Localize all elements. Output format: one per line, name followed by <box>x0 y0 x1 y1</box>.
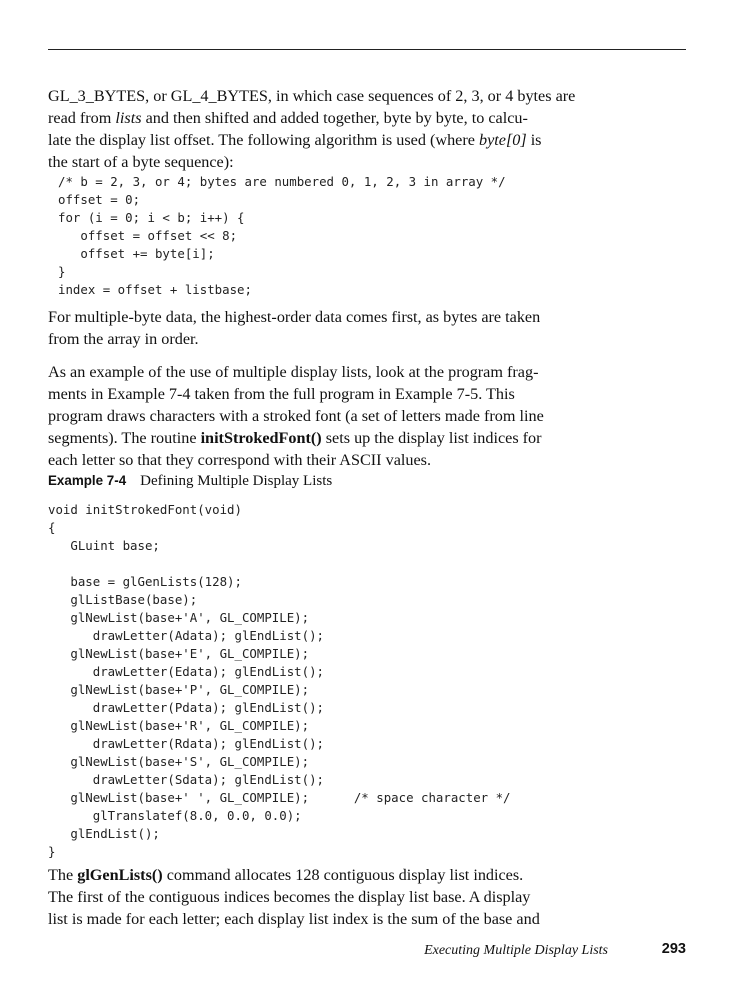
text-run: GL_3_BYTES, or GL_4_BYTES, in which case sequences of 2, 3, or 4 bytes are <box>48 87 576 105</box>
code-line: base = glGenLists(128); <box>48 574 242 589</box>
code-line: glNewList(base+' ', GL_COMPILE); /* space character */ <box>48 790 511 805</box>
text-run: The first of the contiguous indices becomes the display list base. A display <box>48 888 531 906</box>
code-line: offset = 0; <box>58 192 141 207</box>
text-line <box>48 361 654 383</box>
example-number: Example 7-4 <box>48 473 127 488</box>
code-line: index = offset + listbase; <box>58 282 252 297</box>
text-line <box>48 328 654 350</box>
italic-term: byte[0] <box>478 131 527 149</box>
text-line <box>48 405 654 427</box>
text-run: As an example of the use of multiple display lists, look at the program frag- <box>48 363 539 381</box>
page-number: 293 <box>661 941 686 957</box>
text-run: command allocates 128 contiguous display list indices. <box>162 866 524 884</box>
code-line: glListBase(base); <box>48 592 198 607</box>
text-run: list is made for each letter; each display list index is the sum of the base and <box>48 910 540 928</box>
text-run: read from <box>48 109 116 127</box>
code-line: glTranslatef(8.0, 0.0, 0.0); <box>48 808 302 823</box>
code-line: drawLetter(Pdata); glEndList(); <box>48 700 325 715</box>
paragraph-glgenlists <box>48 864 654 930</box>
footer-section-title: Executing Multiple Display Lists <box>424 943 608 958</box>
text-run: each letter so that they correspond with their ASCII values. <box>48 451 431 469</box>
text-run: the start of a byte sequence): <box>48 153 234 171</box>
text-run: ments in Example 7-4 taken from the full program in Example 7-5. This <box>48 385 515 403</box>
code-line <box>48 555 511 573</box>
text-run: is <box>526 131 542 149</box>
text-run: and then shifted and added together, byte by byte, to calcu- <box>141 109 528 127</box>
text-line <box>48 427 654 449</box>
code-line: glNewList(base+'P', GL_COMPILE); <box>48 682 310 697</box>
example-title: Defining Multiple Display Lists <box>140 473 333 489</box>
bold-term: initStrokedFont() <box>200 429 322 447</box>
paragraph-stroked-font-example <box>48 361 654 471</box>
text-line <box>48 85 654 107</box>
text-line <box>48 886 654 908</box>
italic-term: lists <box>115 109 142 127</box>
code-line: drawLetter(Rdata); glEndList(); <box>48 736 325 751</box>
code-line: drawLetter(Adata); glEndList(); <box>48 628 325 643</box>
code-line: } <box>58 264 66 279</box>
code-line: offset += byte[i]; <box>58 246 215 261</box>
header-rule <box>48 49 686 50</box>
text-line <box>48 129 654 151</box>
code-line: glEndList(); <box>48 826 160 841</box>
code-line: glNewList(base+'S', GL_COMPILE); <box>48 754 310 769</box>
text-line <box>48 306 654 328</box>
text-line <box>48 449 654 471</box>
code-line: glNewList(base+'R', GL_COMPILE); <box>48 718 310 733</box>
code-line: void initStrokedFont(void) <box>48 502 242 517</box>
text-run: segments). The routine <box>48 429 201 447</box>
text-line <box>48 908 654 930</box>
paragraph-byte-order <box>48 306 654 350</box>
code-line: GLuint base; <box>48 538 160 553</box>
code-line: for (i = 0; i < b; i++) { <box>58 210 245 225</box>
code-line: drawLetter(Edata); glEndList(); <box>48 664 325 679</box>
code-line: } <box>48 844 56 859</box>
code-line: drawLetter(Sdata); glEndList(); <box>48 772 325 787</box>
code-line: /* b = 2, 3, or 4; bytes are numbered 0, 1, 2, 3 in array */ <box>58 174 506 189</box>
code-line: glNewList(base+'E', GL_COMPILE); <box>48 646 310 661</box>
bold-term: glGenLists() <box>77 866 163 884</box>
text-run: For multiple-byte data, the highest-order data comes first, as bytes are taken <box>48 308 541 326</box>
text-run: late the display list offset. The following algorithm is used (where <box>48 131 479 149</box>
text-run: The <box>48 866 78 884</box>
text-run: program draws characters with a stroked font (a set of letters made from line <box>48 407 544 425</box>
text-line <box>48 107 654 129</box>
text-run: from the array in order. <box>48 330 199 348</box>
text-line <box>48 864 654 886</box>
example-caption <box>48 472 332 490</box>
code-line: offset = offset << 8; <box>58 228 238 243</box>
code-block-init-stroked-font <box>48 501 511 861</box>
code-line: { <box>48 520 56 535</box>
text-line <box>48 383 654 405</box>
text-line <box>48 151 654 173</box>
text-run: sets up the display list indices for <box>321 429 542 447</box>
code-block-offset-algorithm <box>58 173 506 299</box>
paragraph-byte-sequences <box>48 85 654 173</box>
code-line: glNewList(base+'A', GL_COMPILE); <box>48 610 310 625</box>
